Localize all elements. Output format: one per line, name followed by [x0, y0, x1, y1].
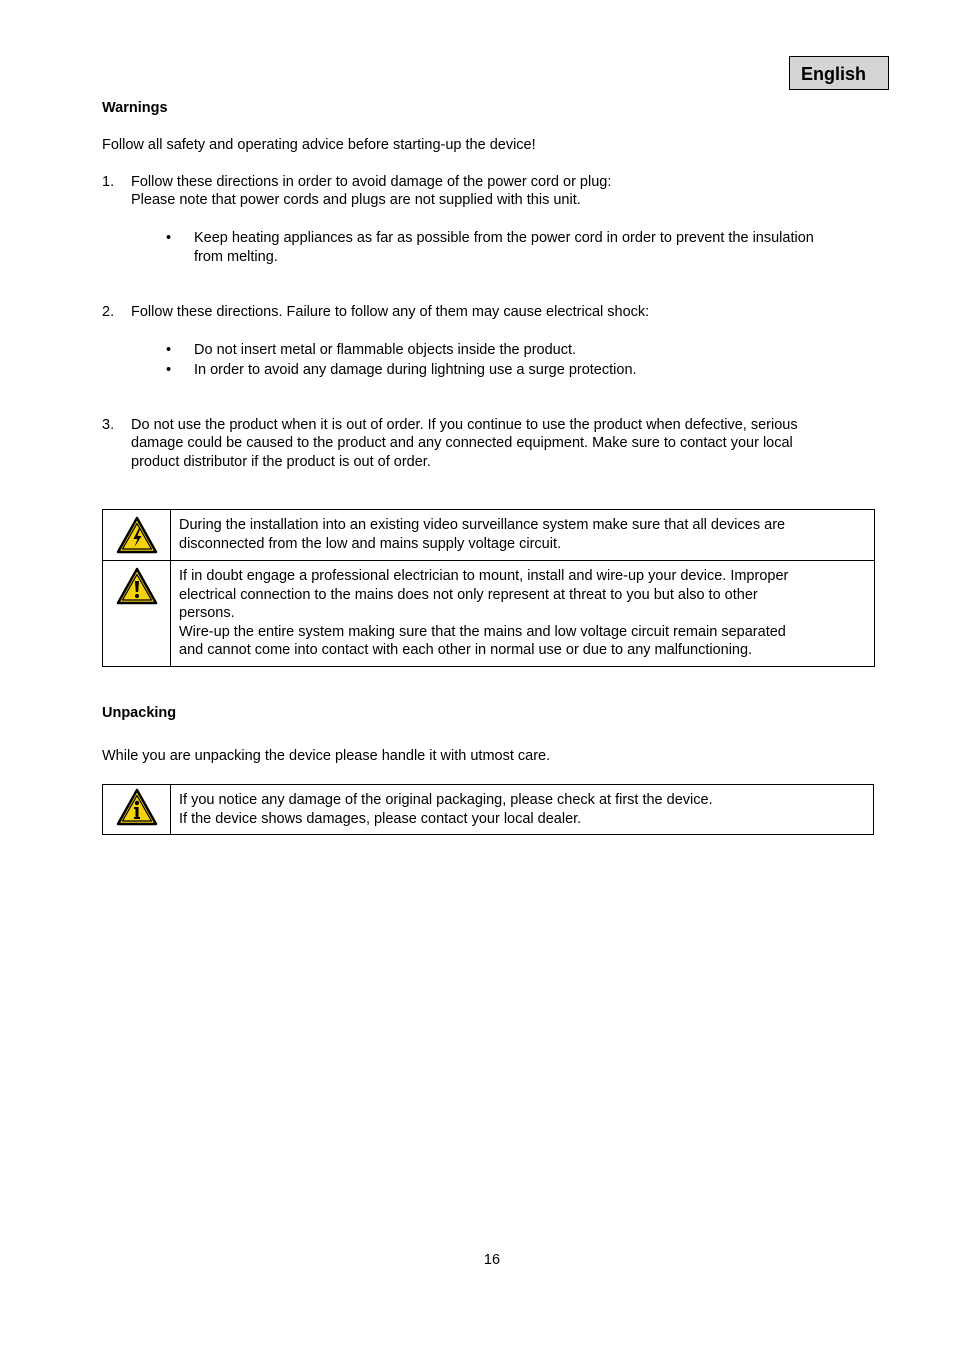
bullet-text-line: Keep heating appliances as far as possible from the power cord in order to prevent the insulation: [194, 230, 814, 246]
information-warning-icon: [103, 787, 170, 827]
notice-row: [103, 561, 875, 667]
notice-text-line: Wire-up the entire system making sure that the mains and low voltage circuit remain separated: [179, 623, 786, 640]
high-voltage-warning-icon: [103, 515, 170, 555]
notice-text-line: During the installation into an existing video surveillance system make sure that all devices are: [179, 517, 786, 533]
notice-text-line: disconnected from the low and mains supply voltage circuit.: [179, 535, 562, 552]
notice-text-cell: [171, 510, 875, 561]
notice-row: [103, 785, 874, 835]
unpacking-notice-table: [102, 784, 874, 835]
bullet-text-line: Do not insert metal or flammable objects inside the product.: [194, 342, 577, 358]
notice-text-line: persons.: [179, 605, 235, 621]
notice-row: [103, 510, 875, 561]
item-number: 1.: [102, 174, 115, 190]
unpacking-intro: While you are unpacking the device please handle it with utmost care.: [102, 748, 551, 764]
caution-warning-icon: [103, 566, 170, 606]
bullet-dot: •: [166, 342, 172, 358]
item-text-line: Do not use the product when it is out of order. If you continue to use the product when defective, serious: [131, 417, 798, 433]
notice-text-line: If in doubt engage a professional electrician to mount, install and wire-up your device. Improper: [179, 568, 789, 584]
item-text-line: Follow these directions. Failure to follow any of them may cause electrical shock:: [131, 304, 650, 320]
bullet-dot: •: [166, 230, 172, 246]
item-number: 2.: [102, 304, 115, 320]
notice-text-line: If you notice any damage of the original packaging, please check at first the device.: [179, 792, 713, 808]
notice-icon-cell: [103, 510, 171, 561]
warnings-heading: Warnings: [102, 100, 168, 116]
unpacking-heading: Unpacking: [102, 705, 177, 721]
language-badge: English: [789, 56, 889, 90]
notice-text-line: electrical connection to the mains does not only represent at threat to you but also to other: [179, 586, 758, 603]
page-number: 16: [483, 1252, 501, 1268]
notice-icon-cell: [103, 785, 171, 835]
bullet-text-line: In order to avoid any damage during lightning use a surge protection.: [194, 362, 637, 378]
item-text-line: damage could be caused to the product and any connected equipment. Make sure to contact your local: [131, 435, 793, 451]
notice-text-cell: [171, 785, 874, 835]
item-text-line: product distributor if the product is out of order.: [131, 454, 431, 470]
item-number: 3.: [102, 417, 115, 433]
notice-text-cell: [171, 561, 875, 667]
bullet-text-line: from melting.: [194, 249, 278, 265]
notice-text-line: If the device shows damages, please contact your local dealer.: [179, 810, 582, 827]
warnings-intro: Follow all safety and operating advice before starting-up the device!: [102, 137, 536, 153]
item-text-line: Follow these directions in order to avoid damage of the power cord or plug:: [131, 174, 612, 190]
notice-text-line: and cannot come into contact with each other in normal use or due to any malfunctioning.: [179, 642, 753, 658]
safety-notice-table: [102, 509, 875, 667]
notice-icon-cell: [103, 561, 171, 667]
item-text-line: Please note that power cords and plugs are not supplied with this unit.: [131, 192, 581, 208]
bullet-dot: •: [166, 362, 172, 378]
